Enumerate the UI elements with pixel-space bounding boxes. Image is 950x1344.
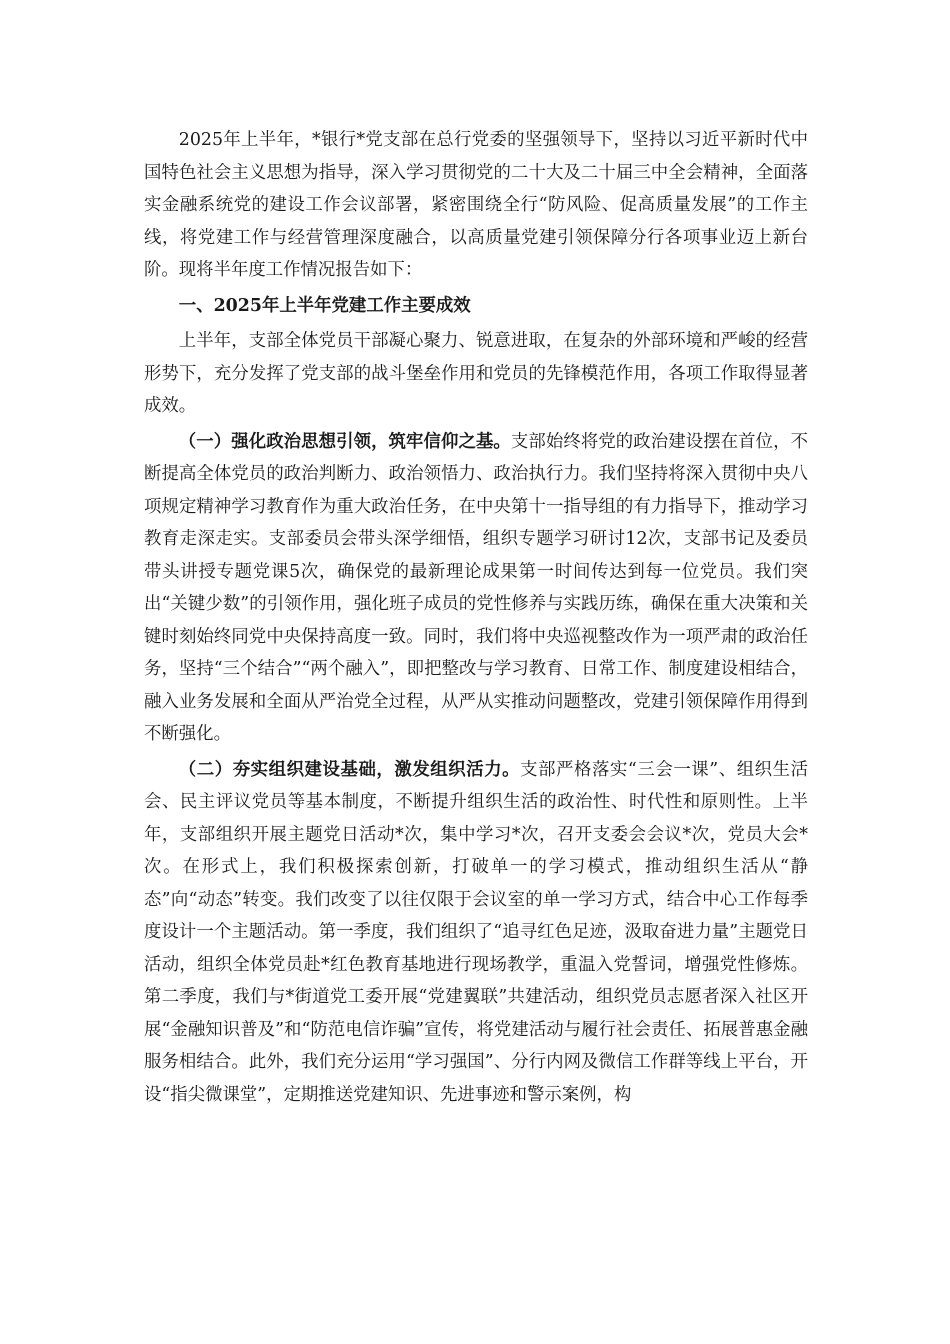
item-lead-1: （一）强化政治思想引领，筑牢信仰之基。: [178, 431, 511, 452]
section-intro-paragraph: 上半年，支部全体党员干部凝心聚力、锐意进取，在复杂的外部环境和严峻的经营形势下，充分发挥了党支部的战斗堡垒作用和党员的先锋模范作用，各项工作取得显著成效。: [144, 331, 808, 416]
item-paragraph-2: [144, 754, 808, 1112]
item-body-1: 支部始终将党的政治建设摆在首位，不断提高全体党员的政治判断力、政治领悟力、政治执行力。我们坚持将深入贯彻中央八项规定精神学习教育作为重大政治任务，在中央第十一指导组的有力指导下，推动学习教育走深走实。支部委员会带头深学细悟，组织专题学习研讨12次，支部书记及委员带头讲授专题党课5次，确保党的最新理论成果第一时间传达到每一位党员。我们突出“关键少数”的引领作用，强化班子成员的党性修养与实践历练，确保在重大决策和关键时刻始终同党中央保持高度一致。同时，我们将中央巡视整改作为一项严肃的政治任务，坚持“三个结合”“两个融入”，即把整改与学习教育、日常工作、制度建设相结合，融入业务发展和全面从严治党全过程，从严从实推动问题整改，党建引领保障作用得到不断强化。: [144, 431, 808, 744]
item-lead-2: （二）夯实组织建设基础，激发组织活力。: [178, 759, 521, 780]
document-page: [144, 124, 808, 1111]
item-body-2: 支部严格落实“三会一课”、组织生活会、民主评议党员等基本制度，不断提升组织生活的政治性、时代性和原则性。上半年，支部组织开展主题党日活动*次，集中学习*次，召开支委会会议*次，党员大会*次。在形式上，我们积极探索创新，打破单一的学习模式，推动组织生活从“静态”向“动态”转变。我们改变了以往仅限于会议室的单一学习方式，结合中心工作每季度设计一个主题活动。第一季度，我们组织了“追寻红色足迹，汲取奋进力量”主题党日活动，组织全体党员赴*红色教育基地进行现场教学，重温入党誓词，增强党性修炼。第二季度，我们与*街道党工委开展“党建翼联”共建活动，组织党员志愿者深入社区开展“金融知识普及”和“防范电信诈骗”宣传，将党建活动与履行社会责任、拓展普惠金融服务相结合。此外，我们充分运用“学习强国”、分行内网及微信工作群等线上平台，开设“指尖微课堂”，定期推送党建知识、先进事迹和警示案例，构: [144, 759, 808, 1105]
item-paragraph-1: [144, 426, 808, 751]
section-heading: 一、2025年上半年党建工作主要成效: [178, 295, 471, 316]
intro-paragraph: 2025年上半年，*银行*党支部在总行党委的坚强领导下，坚持以习近平新时代中国特色社会主义思想为指导，深入学习贯彻党的二十大及二十届三中全会精神，全面落实金融系统党的建设工作会议部署，紧密围绕全行“防风险、促高质量发展”的工作主线，将党建工作与经营管理深度融合，以高质量党建引领保障分行各项事业迈上新台阶。现将半年度工作情况报告如下：: [144, 130, 808, 280]
